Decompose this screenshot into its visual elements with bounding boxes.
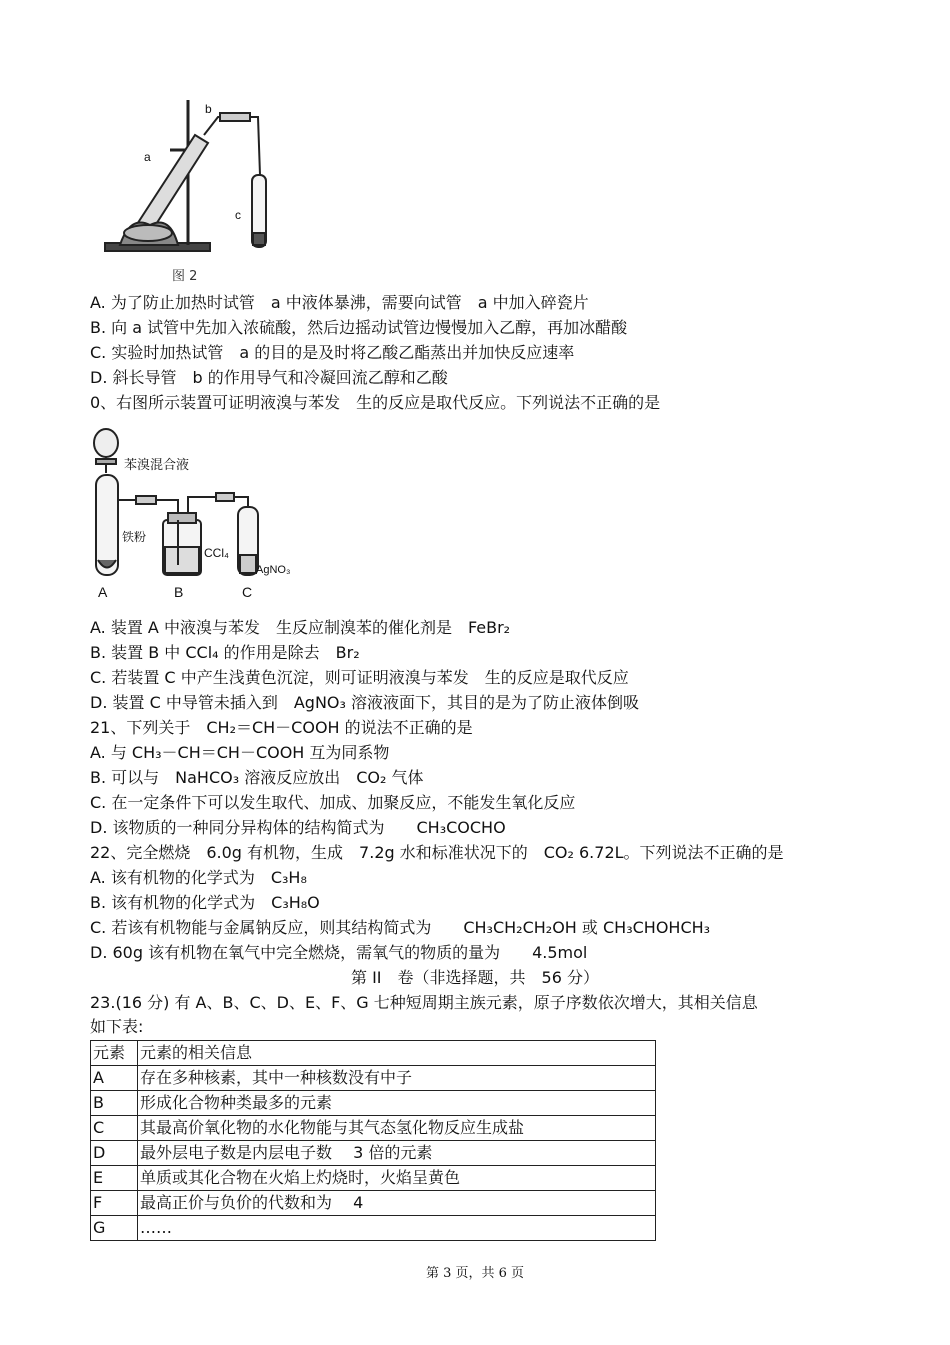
table-cell: 存在多种核素，其中一种核数没有中子 [138, 1066, 656, 1091]
section-2-heading: 第 II 卷（非选择题，共 56 分） [351, 968, 599, 987]
table-header-cell: 元素的相关信息 [138, 1041, 656, 1066]
q21-option-c: C. 在一定条件下可以发生取代、加成、加聚反应，不能发生氧化反应 [90, 793, 576, 812]
q23-stem-line-1: 23.(16 分) 有 A、B、C、D、E、F、G 七种短周期主族元素，原子序数依次增大，其相关信息 [90, 993, 758, 1012]
label-a: a [144, 150, 151, 164]
table-cell: D [91, 1141, 138, 1166]
q23-stem-line-2: 如下表: [90, 1017, 144, 1036]
figure-2-caption: 图 2 [172, 269, 198, 284]
table-cell: C [91, 1116, 138, 1141]
table-cell: 形成化合物种类最多的元素 [138, 1091, 656, 1116]
q20-option-b: B. 装置 B 中 CCl₄ 的作用是除去 Br₂ [90, 643, 360, 662]
q19-option-c: C. 实验时加热试管 a 的目的是及时将乙酸乙酯蒸出并加快反应速率 [90, 343, 575, 362]
q22-option-c: C. 若该有机物能与金属钠反应，则其结构简式为 CH₃CH₂CH₂OH 或 CH₃CHOHCH₃ [90, 918, 711, 937]
q19-option-a: A. 为了防止加热时试管 a 中液体暴沸，需要向试管 a 中加入碎瓷片 [90, 293, 589, 312]
table-row [91, 1116, 656, 1141]
label-agno3: AgNO₃ [256, 564, 291, 576]
table-row [91, 1066, 656, 1091]
table-row [91, 1166, 656, 1191]
table-cell: B [91, 1091, 138, 1116]
page-footer: 第 3 页，共 6 页 [425, 1266, 525, 1281]
q19-option-b: B. 向 a 试管中先加入浓硫酸，然后边摇动试管边慢慢加入乙醇，再加冰醋酸 [90, 318, 628, 337]
table-cell: A [91, 1066, 138, 1091]
table-cell: 其最高价氧化物的水化物能与其气态氢化物反应生成盐 [138, 1116, 656, 1141]
q22-option-b: B. 该有机物的化学式为 C₃H₈O [90, 893, 320, 912]
label-c: c [235, 208, 241, 222]
label-iron-powder: 铁粉 [122, 530, 147, 544]
q21-option-d: D. 该物质的一种同分异构体的结构简式为 CH₃COCHO [90, 818, 506, 837]
q22-option-a: A. 该有机物的化学式为 C₃H₈ [90, 868, 307, 887]
table-row [91, 1141, 656, 1166]
q21-stem: 21、下列关于 CH₂＝CH－COOH 的说法不正确的是 [90, 718, 473, 737]
q19-option-d: D. 斜长导管 b 的作用导气和冷凝回流乙醇和乙酸 [90, 368, 448, 387]
table-row [91, 1191, 656, 1216]
label-mixture: 苯溴混合液 [124, 457, 190, 472]
q21-option-b: B. 可以与 NaHCO₃ 溶液反应放出 CO₂ 气体 [90, 768, 424, 787]
table-cell: G [91, 1216, 138, 1241]
label-B: B [174, 584, 184, 600]
label-A: A [98, 584, 108, 600]
q22-option-d: D. 60g 该有机物在氧气中完全燃烧，需氧气的物质的量为 4.5mol [90, 943, 588, 962]
table-cell: 最外层电子数是内层电子数 3 倍的元素 [138, 1141, 656, 1166]
element-info-table [90, 1040, 656, 1241]
label-b: b [205, 102, 212, 116]
figure-3-apparatus [88, 425, 318, 605]
label-C: C [242, 584, 253, 600]
q20-option-c: C. 若装置 C 中产生浅黄色沉淀，则可证明液溴与苯发 生的反应是取代反应 [90, 668, 629, 687]
table-cell: F [91, 1191, 138, 1216]
table-cell: 单质或其化合物在火焰上灼烧时，火焰呈黄色 [138, 1166, 656, 1191]
figure-2-apparatus [100, 95, 300, 260]
q21-option-a: A. 与 CH₃－CH＝CH－COOH 互为同系物 [90, 743, 390, 762]
table-header-cell: 元素 [91, 1041, 138, 1066]
q20-stem: 0、右图所示装置可证明液溴与苯发 生的反应是取代反应。下列说法不正确的是 [90, 393, 661, 412]
label-ccl4: CCl₄ [204, 546, 229, 560]
q20-option-d: D. 装置 C 中导管未插入到 AgNO₃ 溶液液面下，其目的是为了防止液体倒吸 [90, 693, 640, 712]
table-cell: E [91, 1166, 138, 1191]
table-row [91, 1216, 656, 1241]
table-cell: …… [138, 1216, 656, 1241]
table-header-row [91, 1041, 656, 1066]
q20-option-a: A. 装置 A 中液溴与苯发 生反应制溴苯的催化剂是 FeBr₂ [90, 618, 511, 637]
q22-stem: 22、完全燃烧 6.0g 有机物，生成 7.2g 水和标准状况下的 CO₂ 6.72L。下列说法不正确的是 [90, 843, 784, 862]
table-row [91, 1091, 656, 1116]
table-cell: 最高正价与负价的代数和为 4 [138, 1191, 656, 1216]
